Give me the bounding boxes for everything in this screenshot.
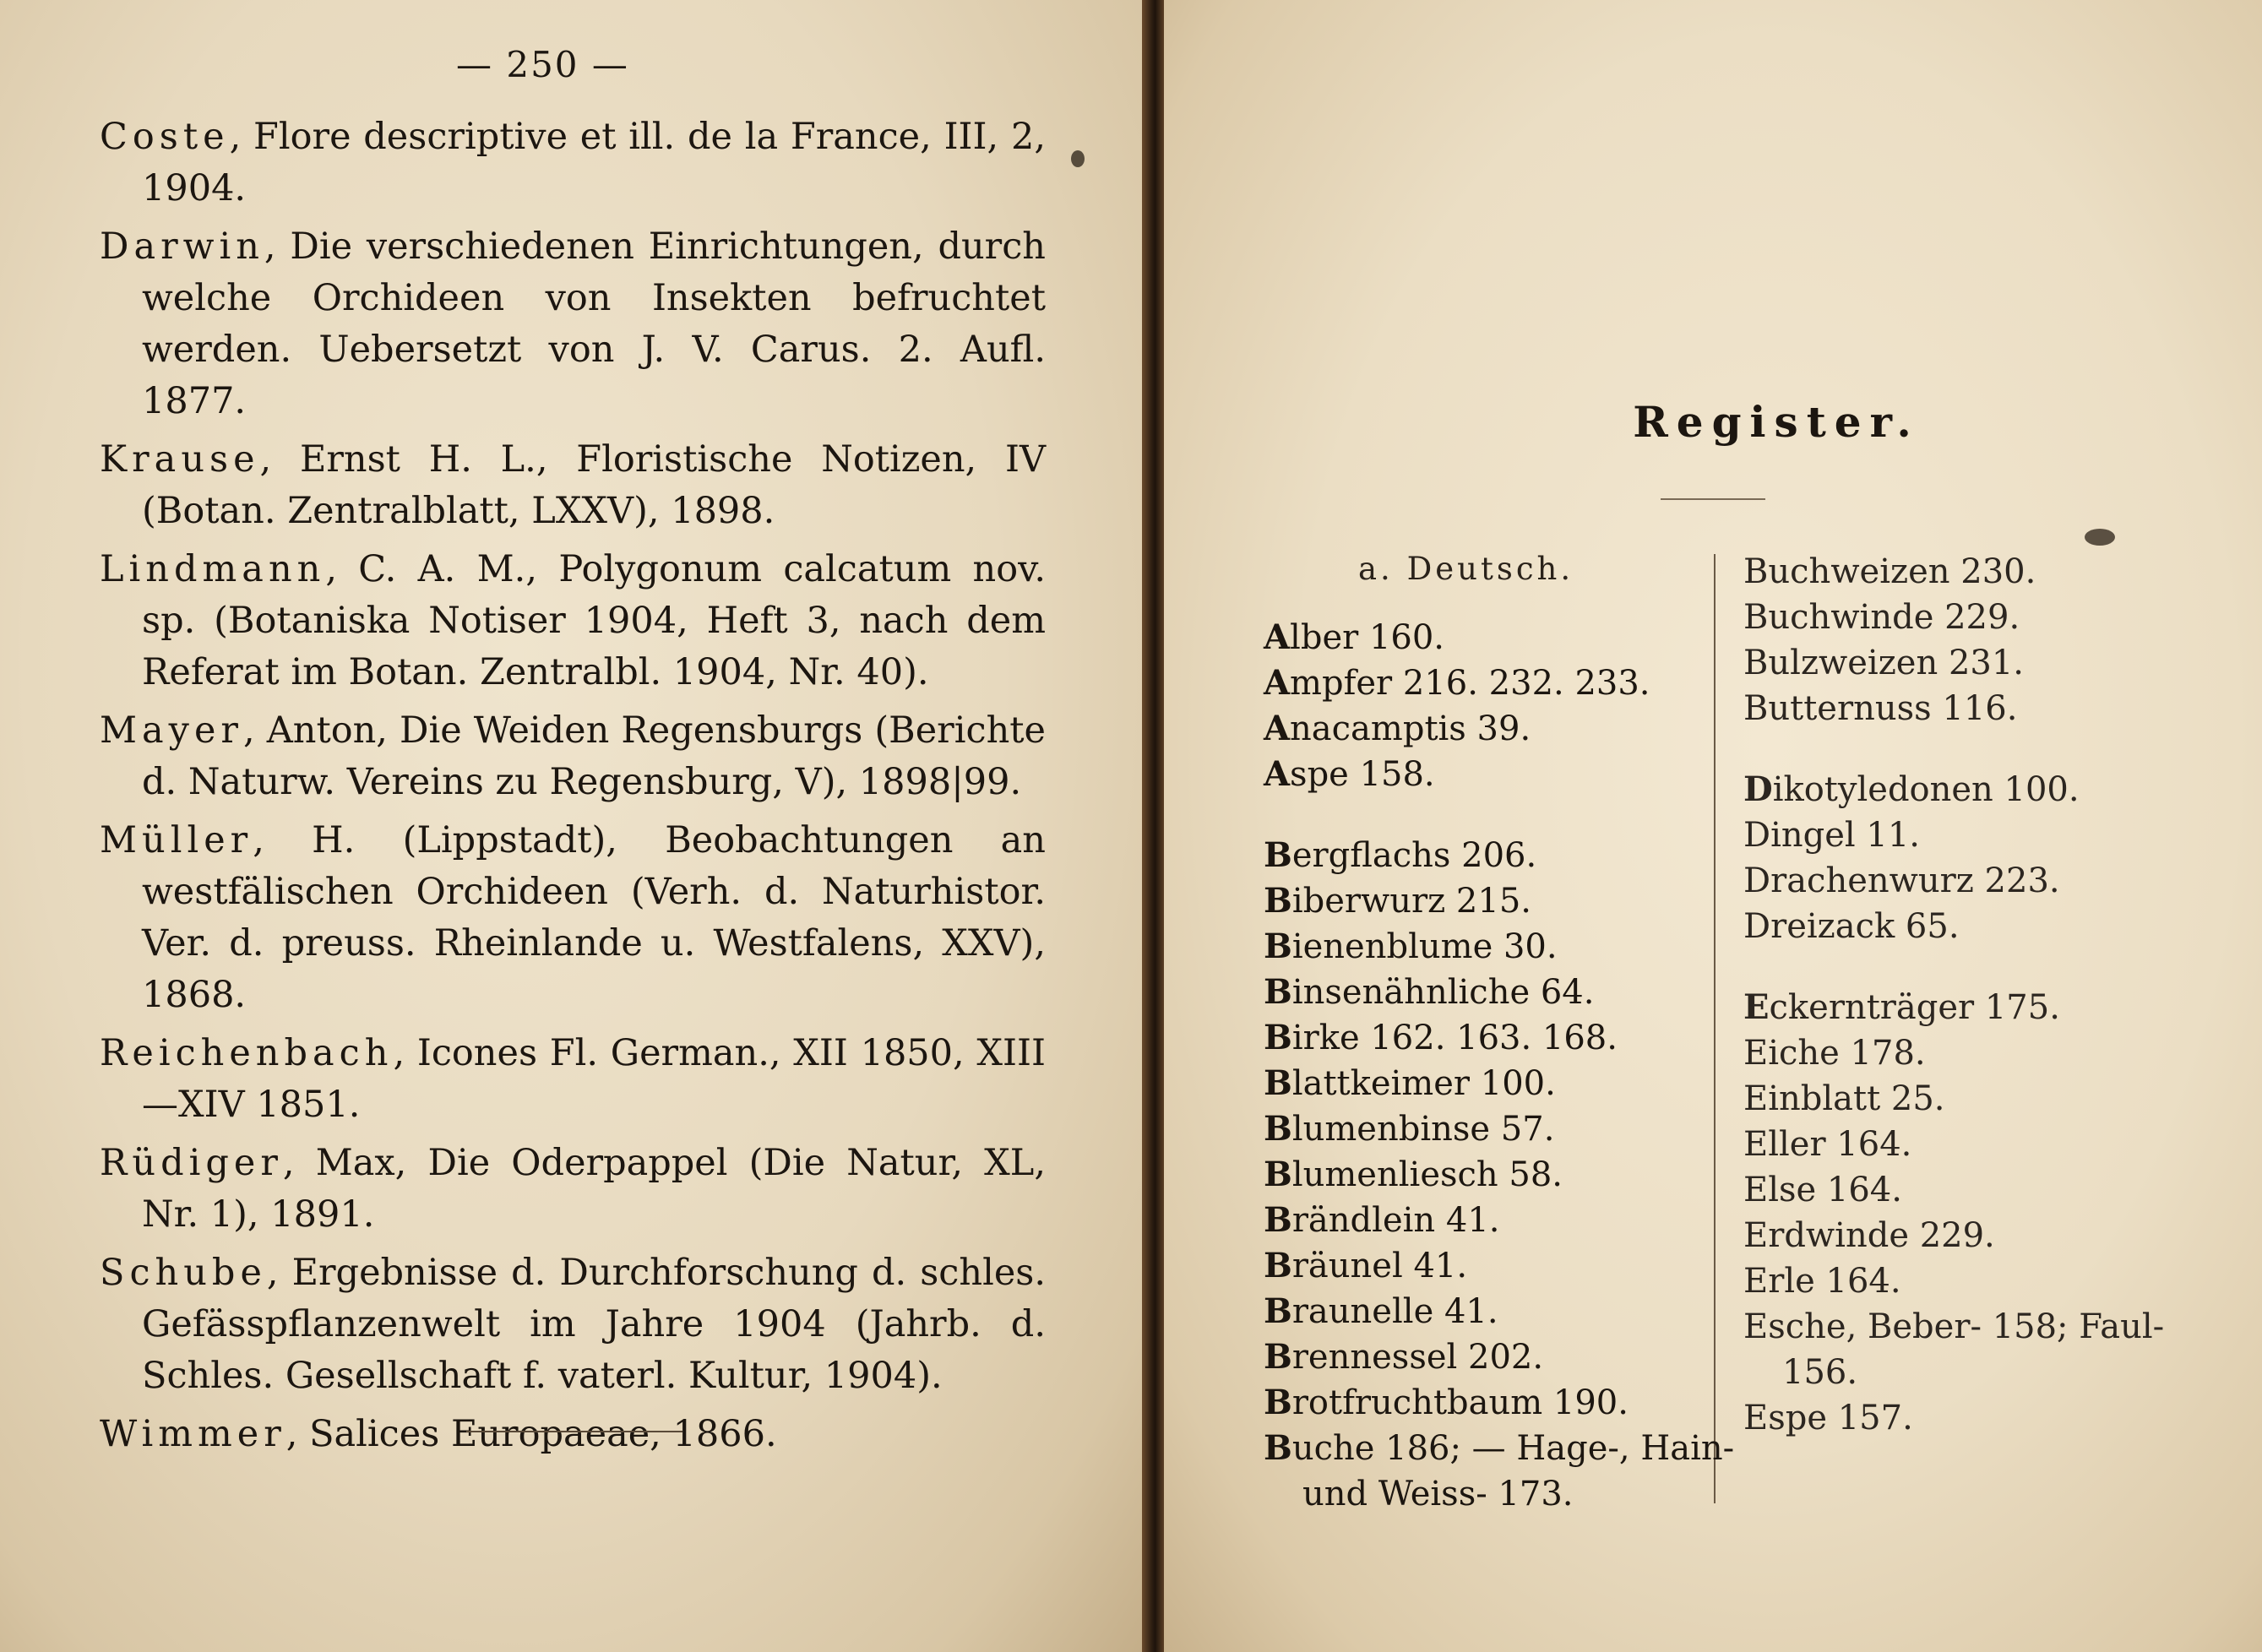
index-entry-initial: A: [1264, 663, 1291, 703]
index-entry-text: Erle 164.: [1743, 1262, 1901, 1301]
bibliography-author: Coste: [100, 116, 230, 158]
index-column-left: [1264, 615, 1735, 1552]
index-letter-group: [1264, 833, 1735, 1517]
index-entry-text: Eiche 178.: [1743, 1034, 1926, 1073]
index-entry: [1743, 904, 2250, 949]
bibliography-author: Darwin: [100, 226, 264, 268]
index-entry-text: Buchweizen 230.: [1743, 552, 2036, 591]
index-entry-initial: B: [1264, 972, 1292, 1012]
bibliography-author: Lindmann: [100, 548, 326, 590]
index-entry-initial: B: [1264, 1063, 1292, 1103]
bibliography-text: , C. A. M., Polygonum calcatum nov. sp. (Botaniska Notiser 1904, Heft 3, nach dem Referat im Botan. Zentralbl. 1904, Nr. 40).: [142, 548, 1046, 693]
bibliography-entry: [100, 111, 1046, 215]
index-entry: [1264, 1106, 1703, 1152]
bibliography-text: , Salices Europaeae, 1866.: [285, 1413, 777, 1455]
index-entry-text: Butternuss 116.: [1743, 689, 2018, 728]
section-heading: a. Deutsch.: [1358, 551, 1574, 587]
index-entry: [1264, 878, 1703, 924]
index-entry-text: rändlein 41.: [1291, 1201, 1500, 1240]
index-entry-text: ikotyledonen 100.: [1772, 770, 2080, 809]
page-number: — 250 —: [456, 44, 629, 85]
bibliography-author: Müller: [100, 819, 253, 861]
index-entry-text: ergflachs 206.: [1291, 836, 1537, 875]
bibliography-text: , H. (Lippstadt), Beobachtungen an westfälischen Orchideen (Verh. d. Naturhistor. Ver. d. preuss. Rheinlande u. Westfalens, XXV), 1868.: [142, 819, 1046, 1016]
index-entry: [1264, 1289, 1703, 1334]
index-entry: [1743, 1395, 2250, 1441]
index-entry: [1743, 1304, 2250, 1350]
index-entry-text: spe 158.: [1290, 755, 1435, 794]
index-entry-initial: B: [1264, 1246, 1292, 1285]
index-entry-text: rennessel 202.: [1291, 1338, 1544, 1377]
bibliography-author: Wimmer: [100, 1413, 286, 1455]
index-entry-initial: B: [1264, 927, 1292, 966]
index-entry-text: raunelle 41.: [1291, 1292, 1498, 1331]
index-entry: [1743, 595, 2250, 640]
index-entry: [1743, 767, 2250, 812]
index-entry-initial: A: [1264, 617, 1291, 657]
index-entry: [1264, 1471, 1703, 1517]
index-entry: [1743, 1030, 2250, 1076]
index-entry-initial: B: [1264, 1383, 1292, 1422]
column-divider: [1714, 554, 1716, 1503]
index-letter-group: [1743, 549, 2250, 731]
index-entry-text: Else 164.: [1743, 1171, 1902, 1209]
index-entry-text: Dreizack 65.: [1743, 907, 1960, 946]
index-entry-initial: B: [1264, 1428, 1292, 1468]
index-entry: [1264, 970, 1703, 1015]
index-entry: [1743, 985, 2250, 1030]
index-column-right: [1743, 549, 2250, 1476]
index-entry: [1264, 1152, 1703, 1198]
index-entry-text: Dingel 11.: [1743, 816, 1921, 855]
index-entry-text: mpfer 216. 232. 233.: [1290, 664, 1650, 703]
index-letter-group: [1264, 615, 1703, 797]
index-entry: [1743, 1167, 2250, 1213]
index-entry: [1743, 686, 2250, 731]
index-letter-group: [1743, 985, 2250, 1441]
index-entry-text: Einblatt 25.: [1743, 1079, 1945, 1118]
bibliography-text: , Flore descriptive et ill. de la France, III, 2, 1904.: [142, 116, 1046, 209]
index-entry-initial: B: [1264, 1155, 1292, 1194]
bibliography-author: Rüdiger: [100, 1142, 283, 1184]
bibliography-entry: [100, 1247, 1046, 1402]
book-gutter: [1142, 0, 1164, 1652]
index-entry: [1743, 1076, 2250, 1122]
index-entry-text: Espe 157.: [1743, 1399, 1913, 1437]
index-entry-initial: B: [1264, 1200, 1292, 1240]
bibliography-entry: [100, 815, 1046, 1021]
index-entry-initial: B: [1264, 1018, 1292, 1057]
index-entry-text: räunel 41.: [1291, 1247, 1468, 1285]
index-entry-text: insenähnliche 64.: [1291, 973, 1595, 1012]
index-entry: [1743, 858, 2250, 904]
register-title: Register.: [1633, 397, 1920, 447]
index-entry: [1264, 1380, 1703, 1426]
index-entry-initial: A: [1264, 709, 1291, 748]
index-entry: [1264, 660, 1703, 706]
bibliography-author: Mayer: [100, 709, 243, 752]
index-entry-initial: E: [1743, 987, 1770, 1027]
index-entry: [1743, 1122, 2250, 1167]
bibliography-author: Reichenbach: [100, 1032, 394, 1074]
index-entry-text: ckernträger 175.: [1769, 988, 2060, 1027]
index-entry-text: Eller 164.: [1743, 1125, 1912, 1164]
index-entry-text: ienenblume 30.: [1291, 927, 1558, 966]
index-entry-initial: B: [1264, 1109, 1292, 1149]
index-entry: [1264, 1015, 1703, 1061]
index-entry-text: lumenbinse 57.: [1291, 1110, 1555, 1149]
index-entry-initial: A: [1264, 754, 1291, 794]
index-entry-text: Drachenwurz 223.: [1743, 861, 2060, 900]
index-entry-initial: B: [1264, 1337, 1292, 1377]
bibliography-text: , Ergebnisse d. Durchforschung d. schles. Gefässpflanzenwelt im Jahre 1904 (Jahrb. d. Schles. Gesellschaft f. vaterl. Kultur, 1904).: [142, 1252, 1046, 1397]
index-entry: [1743, 549, 2250, 595]
index-entry-initial: D: [1743, 769, 1773, 809]
index-entry: [1743, 1350, 2250, 1395]
bibliography-text: , Icones Fl. German., XII 1850, XIII—XIV 1851.: [142, 1032, 1046, 1126]
index-entry: [1743, 1213, 2250, 1258]
index-entry: [1264, 1198, 1703, 1243]
index-entry-text: Esche, Beber- 158; Faul-: [1743, 1307, 2165, 1346]
index-entry: [1264, 752, 1703, 797]
index-entry: [1264, 1061, 1703, 1106]
index-entry: [1264, 615, 1703, 660]
index-entry: [1264, 924, 1703, 970]
bibliography-entry: [100, 1409, 1046, 1460]
bibliography-text: , Anton, Die Weiden Regensburgs (Berichte d. Naturw. Vereins zu Regensburg, V), 1898|99.: [142, 709, 1046, 803]
index-entry-text: lumenliesch 58.: [1291, 1155, 1563, 1194]
bibliography-entry: [100, 544, 1046, 698]
index-entry: [1743, 812, 2250, 858]
index-entry: [1264, 706, 1703, 752]
index-entry: [1264, 1243, 1703, 1289]
index-entry: [1264, 1426, 1735, 1471]
bibliography-author: Krause: [100, 438, 260, 481]
index-entry: [1743, 640, 2250, 686]
bibliography-entry: [100, 221, 1046, 427]
index-entry: [1743, 1258, 2250, 1304]
bibliography-entry: [100, 434, 1046, 537]
bibliography-entry: [100, 1028, 1046, 1131]
bibliography-text: , Max, Die Oderpappel (Die Natur, XL, Nr. 1), 1891.: [142, 1142, 1046, 1236]
index-entry-text: uche 186; — Hage-, Hain-: [1291, 1429, 1735, 1468]
index-entry-text: Erdwinde 229.: [1743, 1216, 1995, 1255]
title-rule: [1661, 498, 1765, 500]
end-rule: [466, 1431, 682, 1432]
ink-spot: [2085, 529, 2115, 546]
ink-spot: [1071, 150, 1085, 167]
right-page: [1164, 0, 2262, 1652]
index-entry-initial: B: [1264, 835, 1292, 875]
bibliography-entry: [100, 1138, 1046, 1241]
index-entry-text: lber 160.: [1290, 618, 1445, 657]
bibliography-text: , Ernst H. L., Floristische Notizen, IV (Botan. Zentralblatt, LXXV), 1898.: [142, 438, 1046, 532]
index-entry: [1264, 833, 1703, 878]
index-entry-text: und Weiss- 173.: [1302, 1475, 1574, 1513]
index-entry-initial: B: [1264, 881, 1292, 921]
index-entry-text: Bulzweizen 231.: [1743, 644, 2025, 682]
index-entry-text: irke 162. 163. 168.: [1291, 1019, 1618, 1057]
index-entry-text: rotfruchtbaum 190.: [1291, 1383, 1629, 1422]
bibliography-text: , Die verschiedenen Einrichtungen, durch welche Orchideen von Insekten befruchtet werden. Uebersetzt von J. V. Carus. 2. Aufl. 1877.: [142, 226, 1046, 422]
bibliography-list: [100, 111, 1046, 1467]
index-entry-text: nacamptis 39.: [1290, 709, 1531, 748]
bibliography-author: Schube: [100, 1252, 267, 1294]
index-entry-initial: B: [1264, 1291, 1292, 1331]
bibliography-entry: [100, 705, 1046, 808]
index-entry-text: Buchwinde 229.: [1743, 598, 2020, 637]
index-entry-text: lattkeimer 100.: [1291, 1064, 1556, 1103]
index-letter-group: [1743, 767, 2250, 949]
index-entry-text: iberwurz 215.: [1291, 882, 1531, 921]
index-entry-text: 156.: [1782, 1353, 1858, 1392]
index-entry: [1264, 1334, 1703, 1380]
